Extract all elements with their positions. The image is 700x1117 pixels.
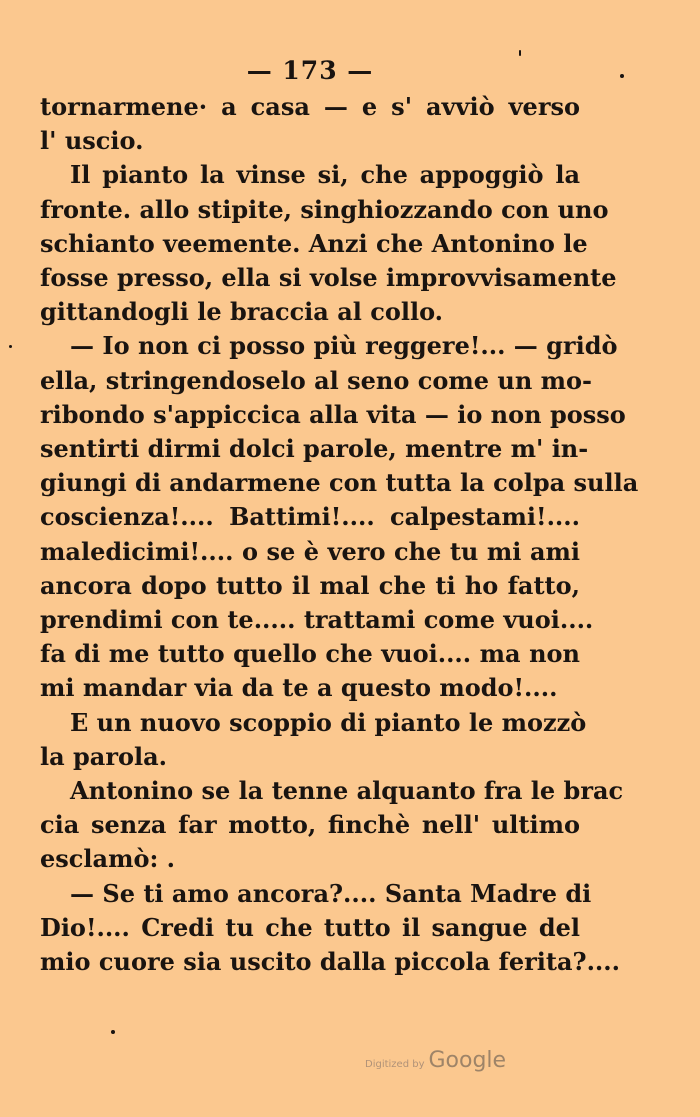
text-line: tornarmene· a casa — e s' avviò verso	[40, 92, 580, 121]
ink-speck	[9, 345, 12, 348]
ink-speck	[111, 1030, 115, 1034]
text-line: schianto veemente. Anzi che Antonino le	[40, 228, 588, 258]
text-line: la parola.	[40, 741, 168, 771]
text-line: ancora dopo tutto il mal che ti ho fatto,	[40, 570, 580, 600]
page-number: — 173 —	[246, 56, 374, 85]
text-line: — Se ti amo ancora?.... Santa Madre di	[70, 878, 592, 908]
text-line: mi mandar via da te a questo modo!....	[40, 673, 558, 703]
ink-speck	[620, 74, 624, 78]
text-line: cia senza far motto, finchè nell' ultimo	[40, 810, 580, 840]
text-line: prendimi con te..... trattami come vuoi....	[40, 605, 594, 635]
text-line: — Io non ci posso più reggere!... — gridò	[70, 331, 618, 361]
text-line: maledicimi!.... o se è vero che tu mi ami	[40, 536, 580, 566]
watermark-prefix: Digitized by	[365, 1059, 425, 1070]
text-line: l' uscio.	[40, 126, 144, 156]
text-line: Dio!.... Credi tu che tutto il sangue del	[40, 912, 580, 942]
text-line: esclamò: .	[40, 844, 176, 874]
text-line: coscienza!.... Battimi!.... calpestami!....	[40, 502, 580, 532]
text-line: ribondo s'appiccica alla vita — io non posso	[40, 399, 626, 429]
text-line: Il pianto la vinse si, che appoggiò la	[70, 160, 580, 190]
text-line: sentirti dirmi dolci parole, mentre m' in-	[40, 434, 589, 464]
text-line: Antonino se la tenne alquanto fra le brac	[70, 776, 624, 806]
google-wordmark: Google	[428, 1048, 507, 1073]
text-line: fronte. allo stipite, singhiozzando con uno	[40, 194, 609, 224]
text-line: E un nuovo scoppio di pianto le mozzò	[70, 707, 587, 737]
text-line: giungi di andarmene con tutta la colpa sulla	[40, 468, 639, 498]
ink-speck	[519, 50, 521, 56]
text-line: fa di me tutto quello che vuoi.... ma non	[40, 639, 580, 669]
page-text	[40, 90, 639, 979]
text-line: mio cuore sia uscito dalla piccola ferita?....	[40, 947, 620, 977]
text-line: ella, stringendoselo al seno come un mo-	[40, 365, 592, 395]
digitized-watermark	[365, 1048, 506, 1073]
text-line: gittandogli le braccia al collo.	[40, 297, 444, 327]
text-line: fosse presso, ella si volse improvvisamente	[40, 263, 617, 293]
